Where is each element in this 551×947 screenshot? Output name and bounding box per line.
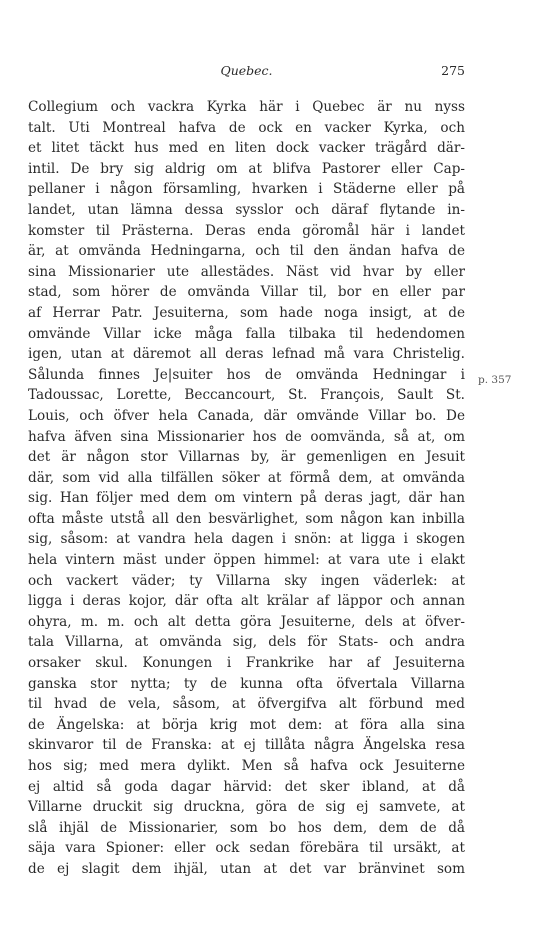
text-line: ofta måste utstå all den besvärlighet, som någon kan inbilla [28,510,465,527]
text-line: de ej slagit dem ihjäl, utan at det var bränvinet som [28,860,465,877]
text-line: hos sig; med mera dylikt. Men så hafva ock Jesuiterne [28,758,465,774]
text-line: där, som vid alla tilfällen söker at förmå dem, at omvända [28,469,465,486]
margin-page-reference: p. 357 [478,374,512,386]
text-line: et litet täckt hus med en liten dock vacker trägård där- [28,140,465,157]
text-line: til hvad de vela, såsom, at öfvergifva alt förbund med [28,696,465,713]
text-line: ligga i deras kojor, där ofta alt krälar af läppor och annan [28,593,465,610]
text-line: tala Villarna, at omvända sig, dels för Stats- och andra [28,634,465,651]
text-line: slå ihjäl de Missionarier, som bo hos dem, dem de då [28,819,465,836]
text-line: ganska stor nytta; ty de kunna ofta öfvertala Villarna [28,675,465,692]
text-line: de Ängelska: at börja krig mot dem: at föra alla sina [28,716,465,733]
text-line: Villarne druckit sig druckna, göra de sig ej samvete, at [28,799,465,816]
text-line: är, at omvända Hedningarna, och til den ändan hafva de [28,243,465,260]
text-line: talt. Uti Montreal hafva de ock en vacker Kyrka, och [28,119,465,136]
text-line: säja vara Spioner: eller ock sedan förebära til ursäkt, at [28,840,465,857]
page-header [28,62,465,80]
text-line: Sålunda finnes Je|suiter hos de omvända Hedningar i [28,366,465,383]
text-line: omvände Villar icke måga falla tilbaka til hedendomen [28,325,465,342]
text-line: hela vintern mäst under öppen himmel: at vara ute i elakt [28,552,465,569]
body-text [28,97,465,880]
text-line: landet, utan lämna dessa sysslor och däraf flytande in- [28,201,465,218]
text-line: intil. De bry sig aldrig om at blifva Pastorer eller Cap- [28,160,465,177]
text-line: igen, utan at däremot all deras lefnad må vara Christelig. [28,346,465,363]
text-line: sig, såsom: at vandra hela dagen i snön: at ligga i skogen [28,531,465,548]
text-line: hafva äfven sina Missionarier hos de oomvända, så at, om [28,428,465,445]
text-line: af Herrar Patr. Jesuiterna, som hade noga insigt, at de [28,304,465,321]
running-title: Quebec. [220,63,273,78]
text-line: Tadoussac, Lorette, Beccancourt, St. François, Sault St. [28,387,465,404]
text-line: ej altid så goda dagar härvid: det sker ibland, at då [28,778,465,795]
text-line: det är någon stor Villarnas by, är gemenligen en Jesuit [28,449,465,466]
text-line: Collegium och vackra Kyrka här i Quebec är nu nyss [28,99,465,115]
text-line: sig. Han följer med dem om vintern på deras jagt, där han [28,490,465,507]
text-line: orsaker skul. Konungen i Frankrike har af Jesuiterna [28,655,465,672]
text-line: sina Missionarier ute allestädes. Näst vid hvar by eller [28,263,465,280]
page-number: 275 [441,63,465,78]
text-line: Louis, och öfver hela Canada, där omvände Villar bo. De [28,407,465,424]
text-line: stad, som hörer de omvända Villar til, bor en eller par [28,284,465,301]
text-line: ohyra, m. m. och alt detta göra Jesuiterne, dels at öfver- [28,613,465,630]
text-line: pellaner i någon församling, hvarken i Städerne eller på [28,181,465,198]
text-line: skinvaror til de Franska: at ej tillåta några Ängelska resa [28,737,465,754]
text-line: komster til Prästerna. Deras enda göromål här i landet [28,222,465,239]
text-line: och vackert väder; ty Villarna sky ingen väderlek: at [28,572,465,589]
